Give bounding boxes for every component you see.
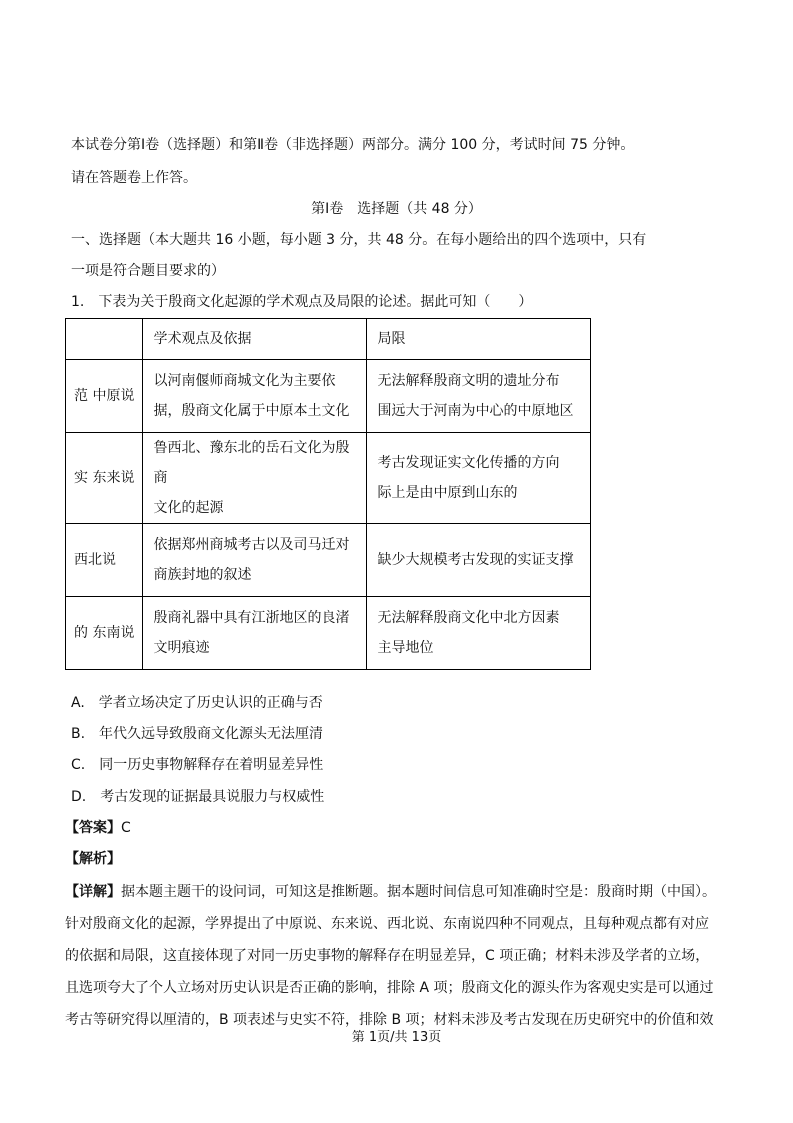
detail-label: 【详解】 (65, 884, 121, 900)
question-stem: 1. 下表为关于殷商文化起源的学术观点及局限的论述。据此可知（ ） (71, 294, 533, 310)
viewpoint-limit (367, 360, 591, 433)
analysis-label: 【解析】 (65, 851, 121, 867)
viewpoint-name: 范 中原说 (66, 360, 143, 433)
page-footer: 第 1页/共 13页 (351, 1030, 442, 1045)
viewpoint-name: 西北说 (66, 524, 143, 597)
option-d: D. 考古发现的证据最具说服力与权威性 (71, 789, 325, 805)
section-title: 第Ⅰ卷 选择题（共 48 分） (311, 201, 482, 217)
viewpoint-name: 的 东南说 (66, 597, 143, 670)
answer-label: 【答案】 (65, 820, 121, 836)
viewpoint-limit (367, 433, 591, 524)
viewpoint-basis (143, 433, 367, 524)
table-row (66, 433, 591, 524)
limit-line: 考古发现证实文化传播的方向 (377, 455, 560, 471)
viewpoint-table (65, 318, 591, 670)
limit-line: 际上是由中原到山东的 (377, 485, 518, 501)
limit-line: 无法解释殷商文化中北方因素 (377, 610, 560, 626)
detail-line (65, 876, 727, 908)
basis-line: 商族封地的叙述 (153, 567, 252, 583)
answer-line (65, 818, 131, 838)
limit-line: 无法解释殷商文明的遗址分布 (377, 373, 560, 389)
viewpoint-limit (367, 597, 591, 670)
basis-line: 文明痕迹 (153, 640, 210, 656)
detail-line: 针对殷商文化的起源，学界提出了中原说、东来说、西北说、东南说四种不同观点，且每种观点都有对应 (65, 916, 709, 932)
instructions-line-2: 一项是符合题目要求的） (71, 263, 225, 279)
detail-text: 据本题主题干的设问词，可知这是推断题。据本题时间信息可知准确时空是：殷商时期（中国）。 (121, 884, 716, 900)
basis-line: 鲁西北、豫东北的岳石文化为殷商 (153, 440, 350, 486)
table-header-cell: 学术观点及依据 (143, 319, 367, 360)
option-a: A. 学者立场决定了历史认识的正确与否 (71, 695, 323, 711)
basis-line: 殷商礼器中具有江浙地区的良渚 (153, 610, 350, 626)
instructions-line-1: 一、选择题（本大题共 16 小题，每小题 3 分，共 48 分。在每小题给出的四个选项中，只有 (71, 232, 647, 248)
table-row (66, 360, 591, 433)
limit-line: 主导地位 (377, 640, 434, 656)
limit-line: 围远大于河南为中心的中原地区 (377, 403, 574, 419)
option-c: C. 同一历史事物解释存在着明显差异性 (71, 757, 324, 773)
viewpoint-name: 实 东来说 (66, 433, 143, 524)
answer-value: C (121, 820, 131, 836)
viewpoint-basis (143, 360, 367, 433)
basis-line: 据，殷商文化属于中原本土文化 (153, 403, 350, 419)
intro-line-1: 本试卷分第Ⅰ卷（选择题）和第Ⅱ卷（非选择题）两部分。满分 100 分，考试时间 75 分钟。 (71, 137, 635, 153)
basis-line: 文化的起源 (153, 500, 224, 516)
detail-line: 且选项夸大了个人立场对历史认识是否正确的影响，排除 A 项；殷商文化的源头作为客观史实是可以通过 (65, 980, 714, 996)
table-row (66, 597, 591, 670)
intro-line-2: 请在答题卷上作答。 (71, 170, 197, 186)
viewpoint-limit (367, 524, 591, 597)
basis-line: 以河南偃师商城文化为主要依 (153, 373, 336, 389)
option-b: B. 年代久远导致殷商文化源头无法厘清 (71, 726, 324, 742)
limit-line: 缺少大规模考古发现的实证支撑 (377, 552, 574, 568)
table-row (66, 524, 591, 597)
viewpoint-basis (143, 524, 367, 597)
table-header-cell (66, 319, 143, 360)
detail-line: 的依据和局限，这直接体现了对同一历史事物的解释存在明显差异，C 项正确；材料未涉及学者的立场， (65, 948, 710, 964)
detail-paragraph (65, 876, 727, 1036)
detail-line: 考古等研究得以厘清的，B 项表述与史实不符，排除 B 项；材料未涉及考古发现在历史研究中的价值和效 (65, 1012, 714, 1028)
viewpoint-basis (143, 597, 367, 670)
basis-line: 依据郑州商城考古以及司马迁对 (153, 537, 350, 553)
table-header-row (66, 319, 591, 360)
table-header-cell: 局限 (367, 319, 591, 360)
